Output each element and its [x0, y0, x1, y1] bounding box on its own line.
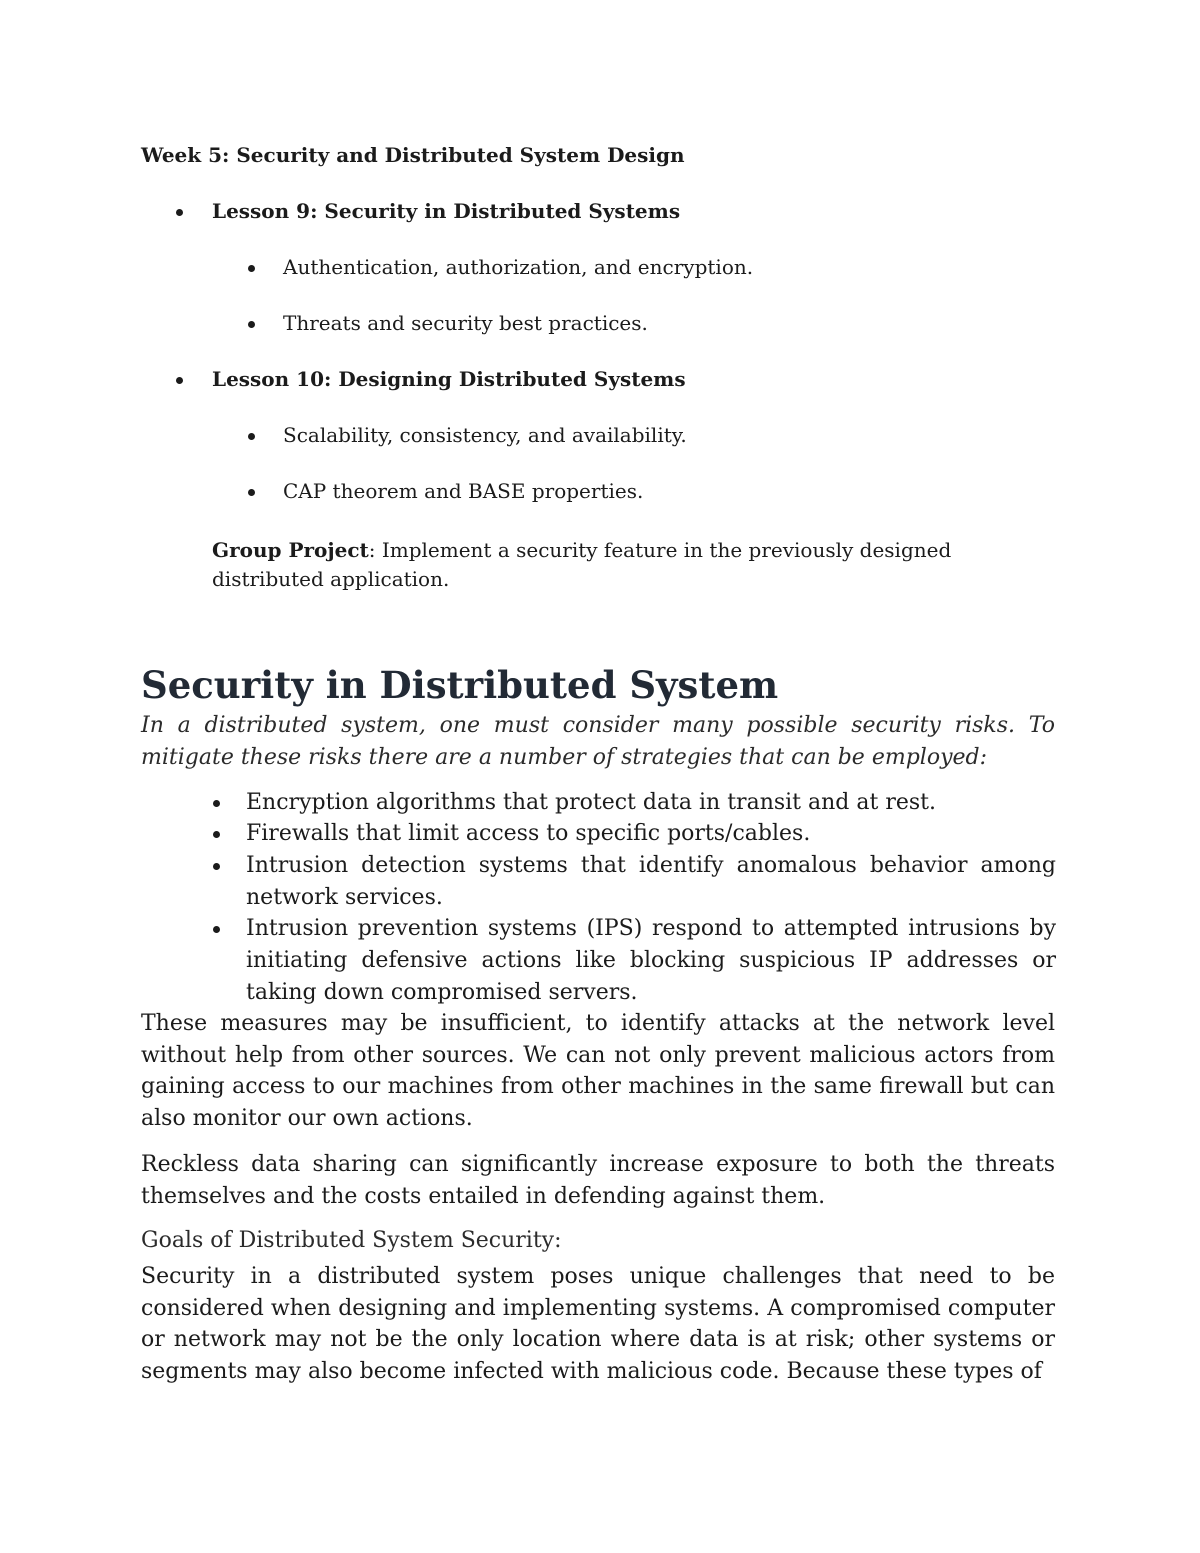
week-title: Week 5: Security and Distributed System Design	[141, 143, 685, 167]
lesson-9-item: Threats and security best practices.	[283, 311, 648, 335]
lesson-10-item: CAP theorem and BASE properties.	[283, 479, 644, 503]
strategy-bullet	[213, 863, 220, 870]
sub-bullet	[248, 433, 255, 440]
lesson-9-title: Lesson 9: Security in Distributed Systems	[212, 199, 681, 223]
group-project-label: Group Project	[212, 538, 369, 562]
sub-bullet	[248, 321, 255, 328]
strategy-item: Encryption algorithms that protect data in transit and at rest.	[246, 790, 936, 815]
article-paragraph: Reckless data sharing can significantly increase exposure to both the threats themselves and the costs entailed in defending against them.	[141, 1152, 1055, 1209]
lesson-9-item: Authentication, authorization, and encryption.	[283, 255, 754, 279]
strategy-item: Firewalls that limit access to specific ports/cables.	[246, 821, 811, 846]
sub-bullet	[248, 489, 255, 496]
strategy-bullet	[213, 800, 220, 807]
article-heading: Security in Distributed System	[141, 663, 779, 707]
article-paragraph: These measures may be insufficient, to identify attacks at the network level without help from other sources. We can not only prevent malicious actors from gaining access to our machines from other machines in the same firewall but can also monitor our own actions.	[141, 1011, 1055, 1131]
article-intro: In a distributed system, one must consider many possible security risks. To mitigate these risks there are a number of strategies that can be employed:	[141, 713, 1055, 770]
strategy-bullet	[213, 831, 220, 838]
sub-bullet	[248, 265, 255, 272]
strategy-item: Intrusion prevention systems (IPS) respond to attempted intrusions by initiating defensive actions like blocking suspicious IP addresses or taking down compromised servers.	[246, 916, 1056, 1005]
lesson-bullet	[176, 209, 183, 216]
lesson-10-item: Scalability, consistency, and availability.	[283, 423, 687, 447]
group-project	[212, 536, 1032, 594]
article-paragraph: Security in a distributed system poses unique challenges that need to be considered when designing and implementing systems. A compromised computer or network may not be the only location where data is at risk; other systems or segments may also become infected with malicious code. Because these types of	[141, 1264, 1055, 1384]
goals-heading: Goals of Distributed System Security:	[141, 1228, 562, 1253]
strategy-bullet	[213, 926, 220, 933]
lesson-bullet	[176, 377, 183, 384]
group-project-text: : Implement a security feature in the previously designed distributed application.	[212, 538, 952, 591]
strategy-item: Intrusion detection systems that identify anomalous behavior among network services.	[246, 853, 1056, 910]
lesson-10-title: Lesson 10: Designing Distributed Systems	[212, 367, 686, 391]
